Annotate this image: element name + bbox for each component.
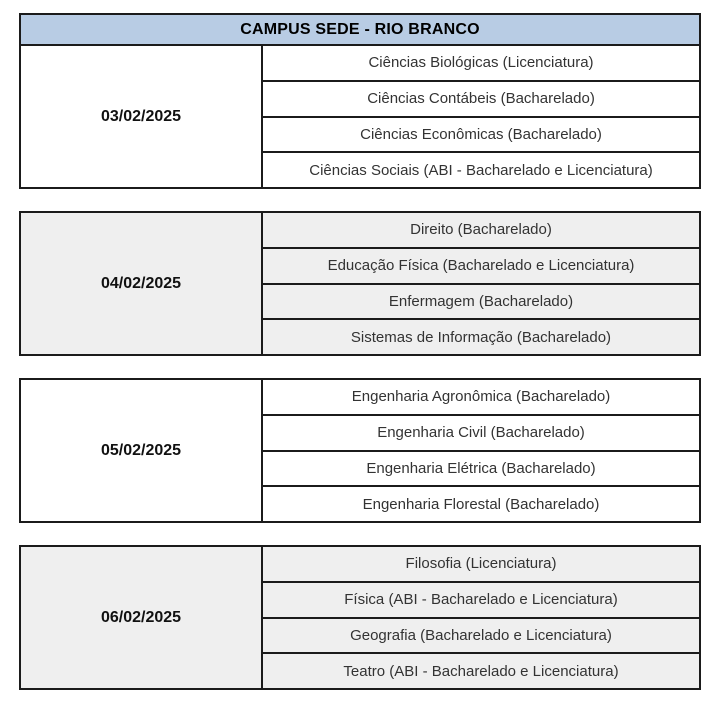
course-cell: Engenharia Florestal (Bacharelado)	[263, 485, 699, 521]
course-list	[263, 46, 699, 187]
course-list	[263, 380, 699, 521]
course-cell: Engenharia Agronômica (Bacharelado)	[263, 380, 699, 414]
schedule-table-block-3	[19, 378, 701, 523]
course-cell: Filosofia (Licenciatura)	[263, 547, 699, 581]
course-cell: Ciências Econômicas (Bacharelado)	[263, 116, 699, 152]
course-cell: Teatro (ABI - Bacharelado e Licenciatura)	[263, 652, 699, 688]
schedule-block	[21, 46, 699, 187]
course-cell: Sistemas de Informação (Bacharelado)	[263, 318, 699, 354]
date-cell: 04/02/2025	[21, 213, 263, 354]
course-cell: Engenharia Civil (Bacharelado)	[263, 414, 699, 450]
course-cell: Ciências Sociais (ABI - Bacharelado e Licenciatura)	[263, 151, 699, 187]
schedule-block	[21, 547, 699, 688]
course-cell: Física (ABI - Bacharelado e Licenciatura)	[263, 581, 699, 617]
course-cell: Educação Física (Bacharelado e Licenciatura)	[263, 247, 699, 283]
date-cell: 05/02/2025	[21, 380, 263, 521]
date-cell: 06/02/2025	[21, 547, 263, 688]
schedule-table-block-2	[19, 211, 701, 356]
course-cell: Enfermagem (Bacharelado)	[263, 283, 699, 319]
schedule-table-block-4	[19, 545, 701, 690]
course-cell: Ciências Biológicas (Licenciatura)	[263, 46, 699, 80]
date-cell: 03/02/2025	[21, 46, 263, 187]
schedule-block	[21, 213, 699, 354]
course-list	[263, 213, 699, 354]
course-list	[263, 547, 699, 688]
campus-header: CAMPUS SEDE - RIO BRANCO	[21, 15, 699, 46]
course-cell: Engenharia Elétrica (Bacharelado)	[263, 450, 699, 486]
schedule-block	[21, 380, 699, 521]
course-cell: Direito (Bacharelado)	[263, 213, 699, 247]
schedule-table-block-1	[19, 13, 701, 189]
course-cell: Ciências Contábeis (Bacharelado)	[263, 80, 699, 116]
course-cell: Geografia (Bacharelado e Licenciatura)	[263, 617, 699, 653]
